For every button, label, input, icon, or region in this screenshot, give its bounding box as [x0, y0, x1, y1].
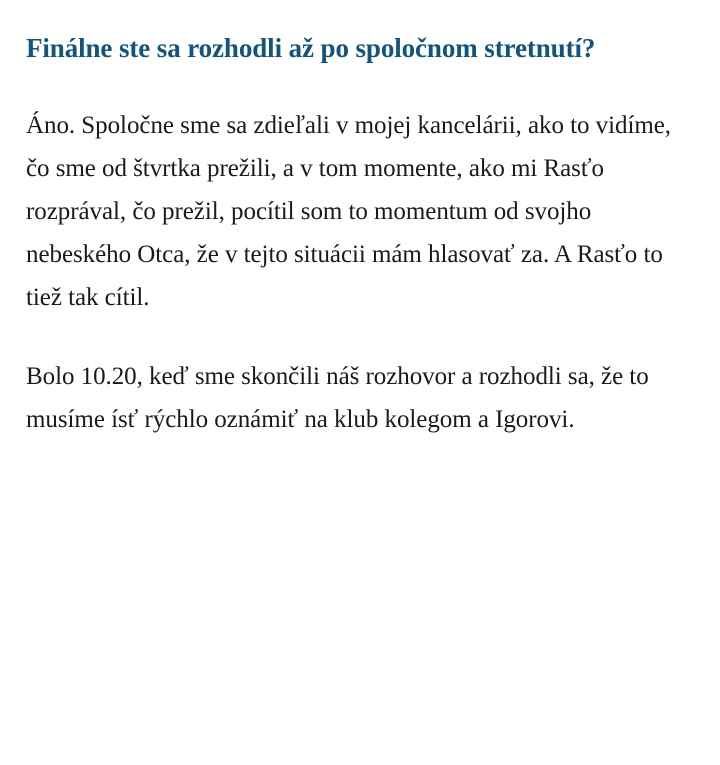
answer-paragraph-2: Bolo 10.20, keď sme skončili náš rozhovor a rozhodli sa, že to musíme ísť rýchlo oznámiť na klub kolegom a Igorovi. — [26, 362, 649, 433]
interview-question: Finálne ste sa rozhodli až po spoločnom stretnutí? — [26, 33, 596, 63]
answer-paragraph-1: Áno. Spoločne sme sa zdieľali v mojej kancelárii, ako to vidíme, čo sme od štvrtka prežili, a v tom momente, ako mi Rasťo rozprával, čo prežil, pocítil som to momentum od svojho nebeského Otca, že v tejto situácii mám hlasovať za. A Rasťo to tiež tak cítil. — [26, 111, 671, 311]
